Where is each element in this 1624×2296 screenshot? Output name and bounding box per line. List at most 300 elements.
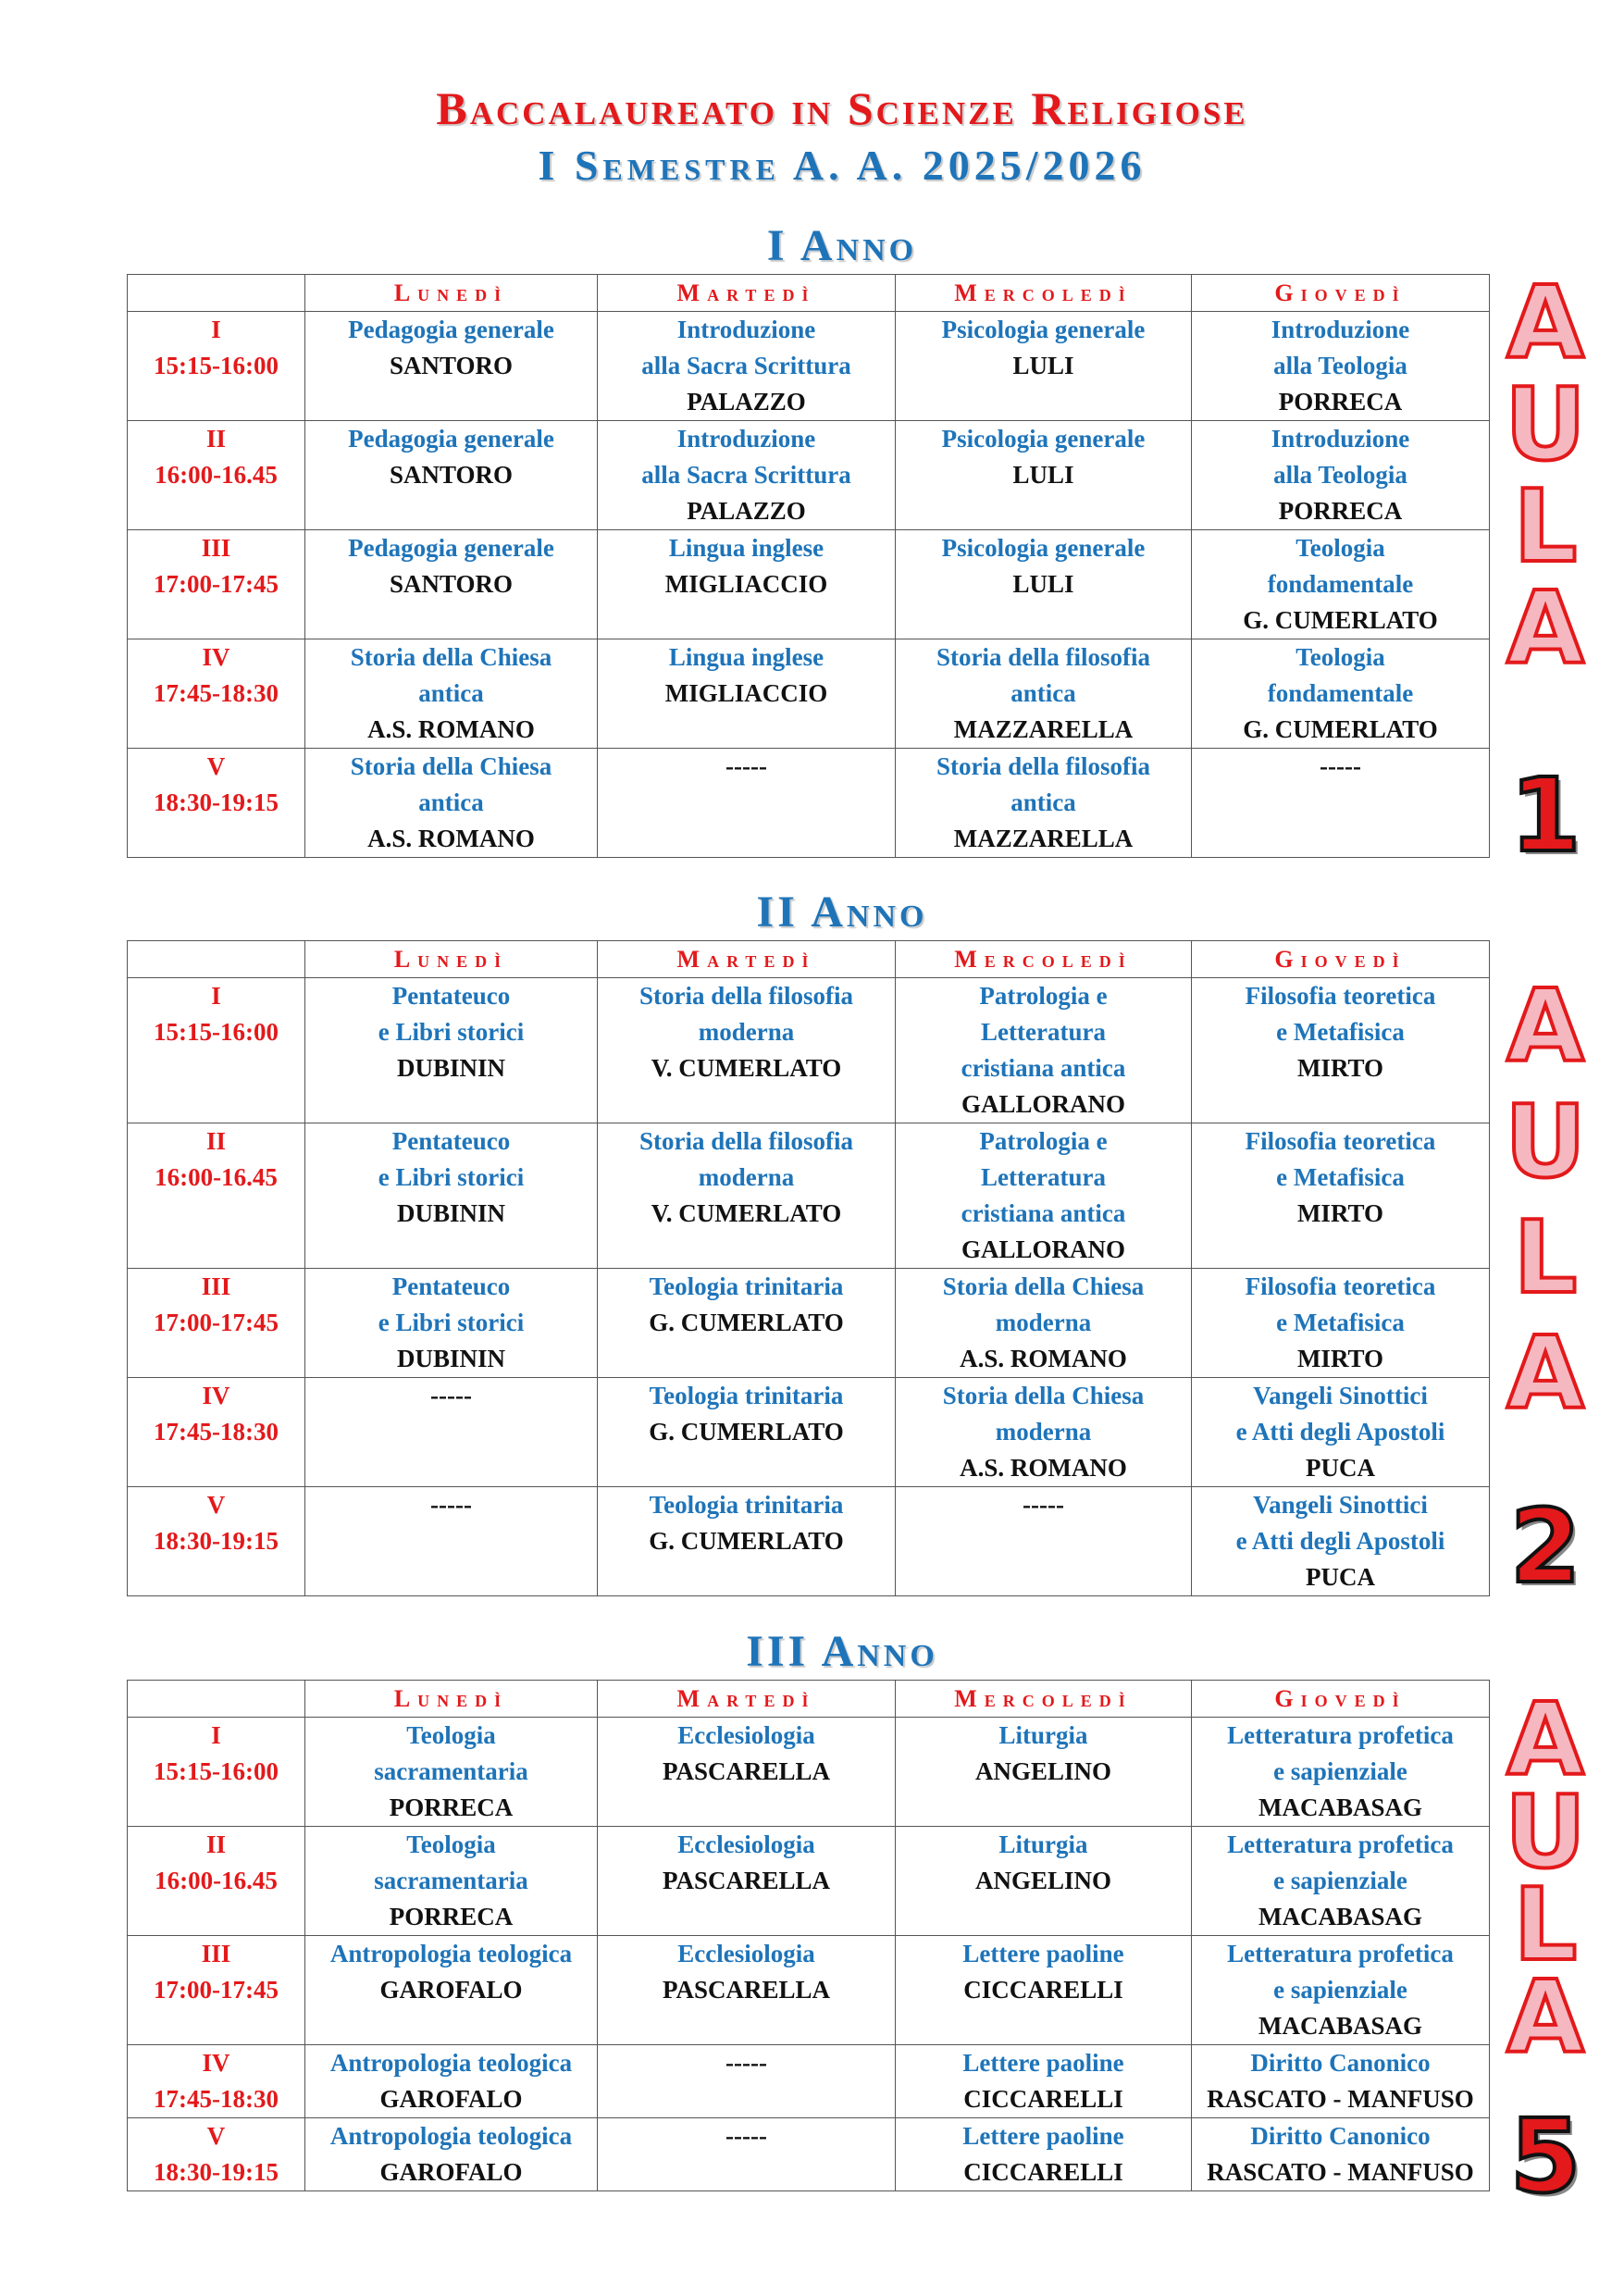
- course-name: e Atti degli Apostoli: [1235, 1418, 1445, 1446]
- course-name: alla Sacra Scrittura: [641, 352, 851, 379]
- time-slot-cell: [128, 1936, 305, 2045]
- aula-letter: A: [1506, 969, 1584, 1085]
- course-name: moderna: [995, 1309, 1092, 1336]
- professor-name: DUBININ: [396, 1345, 506, 1372]
- day-header: Lunedì: [305, 275, 598, 312]
- slot-number: III: [201, 534, 231, 562]
- professor-name: PUCA: [1306, 1454, 1375, 1482]
- course-name: sacramentaria: [374, 1757, 528, 1785]
- anno3-title: III Anno: [746, 1627, 938, 1676]
- course-name: e Metafisica: [1276, 1018, 1405, 1046]
- course-cell: [305, 1269, 598, 1378]
- course-cell: [598, 1123, 896, 1269]
- professor-name: G. CUMERLATO: [649, 1309, 844, 1336]
- course-cell: [1192, 2045, 1490, 2118]
- professor-name: MACABASAG: [1258, 1793, 1422, 1821]
- course-name: sacramentaria: [374, 1867, 528, 1894]
- course-name: Introduzione: [676, 425, 816, 453]
- anno1-title: I Anno: [766, 221, 918, 270]
- slot-number: V: [206, 1491, 226, 1519]
- course-name: moderna: [995, 1418, 1092, 1446]
- course-name: Lettere paoline: [962, 1940, 1124, 1967]
- corner-cell: [128, 941, 305, 978]
- course-name: Filosofia teoretica: [1245, 1272, 1436, 1300]
- professor-name: PORRECA: [1278, 388, 1403, 416]
- day-header: Lunedì: [305, 941, 598, 978]
- empty-slot: -----: [430, 1491, 472, 1519]
- course-cell: [598, 312, 896, 421]
- course-name: Pedagogia generale: [348, 534, 554, 562]
- course-name: Lingua inglese: [668, 534, 824, 562]
- course-name: moderna: [698, 1163, 795, 1191]
- aula-letter: A: [1506, 266, 1584, 381]
- course-name: Ecclesiologia: [677, 1940, 815, 1967]
- time-slot-cell: [128, 978, 305, 1123]
- professor-name: MACABASAG: [1258, 2012, 1422, 2040]
- course-name: antica: [418, 788, 484, 816]
- time-slot-cell: [128, 1123, 305, 1269]
- slot-number: V: [206, 2122, 226, 2150]
- professor-name: ANGELINO: [974, 1867, 1112, 1894]
- professor-name: PORRECA: [389, 1793, 514, 1821]
- professor-name: MACABASAG: [1258, 1903, 1422, 1930]
- aula-letter: A: [1506, 571, 1584, 687]
- professor-name: RASCATO - MANFUSO: [1207, 2085, 1474, 2113]
- course-name: e Libri storici: [378, 1018, 525, 1046]
- course-name: Storia della filosofia: [639, 982, 853, 1010]
- course-cell: [896, 2045, 1192, 2118]
- course-cell: [896, 530, 1192, 639]
- slot-time: 17:45-18:30: [154, 679, 279, 707]
- time-slot-cell: [128, 1378, 305, 1487]
- slot-time: 17:00-17:45: [154, 1976, 279, 2004]
- course-name: e Atti degli Apostoli: [1235, 1527, 1445, 1555]
- course-name: Teologia: [406, 1721, 496, 1749]
- course-name: Storia della Chiesa: [942, 1272, 1145, 1300]
- course-cell: [305, 421, 598, 530]
- table-row: [128, 2045, 1490, 2118]
- course-cell: [896, 1936, 1192, 2045]
- aula-letter: L: [1513, 1200, 1578, 1316]
- professor-name: CICCARELLI: [963, 1976, 1123, 2004]
- slot-number: IV: [202, 643, 230, 671]
- course-name: fondamentale: [1267, 570, 1414, 598]
- professor-name: A.S. ROMANO: [960, 1454, 1127, 1482]
- course-name: Teologia trinitaria: [649, 1272, 844, 1300]
- empty-slot: -----: [1320, 752, 1361, 780]
- course-cell: [598, 749, 896, 858]
- professor-name: G. CUMERLATO: [1243, 606, 1438, 634]
- course-name: cristiana antica: [961, 1199, 1126, 1227]
- course-name: Pentateuco: [391, 1127, 511, 1155]
- course-cell: [598, 530, 896, 639]
- slot-time: 15:15-16:00: [154, 1757, 279, 1785]
- course-name: cristiana antica: [961, 1054, 1126, 1082]
- course-cell: [305, 1378, 598, 1487]
- corner-cell: [128, 275, 305, 312]
- table-row: [128, 2118, 1490, 2191]
- course-name: Letteratura profetica: [1227, 1831, 1454, 1858]
- course-name: Diritto Canonico: [1250, 2049, 1431, 2077]
- professor-name: MIGLIACCIO: [664, 679, 828, 707]
- course-name: e Metafisica: [1276, 1309, 1405, 1336]
- course-name: Psicologia generale: [941, 425, 1146, 453]
- day-header: Giovedì: [1192, 941, 1490, 978]
- slot-time: 17:45-18:30: [154, 2085, 279, 2113]
- course-name: Lettere paoline: [962, 2122, 1124, 2150]
- day-header: Lunedì: [305, 1681, 598, 1718]
- course-cell: [305, 312, 598, 421]
- course-name: Antropologia teologica: [329, 2049, 573, 2077]
- anno2-title: II Anno: [756, 887, 928, 937]
- course-name: Filosofia teoretica: [1245, 1127, 1436, 1155]
- course-name: Introduzione: [676, 316, 816, 343]
- course-cell: [598, 1827, 896, 1936]
- course-cell: [896, 312, 1192, 421]
- course-name: Diritto Canonico: [1250, 2122, 1431, 2150]
- slot-number: II: [205, 1127, 226, 1155]
- professor-name: PALAZZO: [687, 497, 806, 525]
- slot-number: V: [206, 752, 226, 780]
- aula-number: 1: [1509, 756, 1581, 875]
- course-name: Letteratura profetica: [1227, 1940, 1454, 1967]
- table-row: [128, 312, 1490, 421]
- course-cell: [598, 421, 896, 530]
- course-name: Pedagogia generale: [348, 316, 554, 343]
- table-row: [128, 1718, 1490, 1827]
- slot-number: I: [211, 316, 221, 343]
- course-name: e sapienziale: [1273, 1976, 1407, 2004]
- professor-name: MIRTO: [1296, 1199, 1384, 1227]
- aula-letter: U: [1505, 1775, 1586, 1891]
- course-name: Lettere paoline: [962, 2049, 1124, 2077]
- course-cell: [896, 2118, 1192, 2191]
- table-row: [128, 1378, 1490, 1487]
- time-slot-cell: [128, 1718, 305, 1827]
- course-cell: [305, 639, 598, 749]
- course-cell: [305, 749, 598, 858]
- course-cell: [598, 1378, 896, 1487]
- professor-name: MAZZARELLA: [953, 825, 1134, 852]
- course-cell: [1192, 2118, 1490, 2191]
- professor-name: V. CUMERLATO: [651, 1199, 842, 1227]
- course-cell: [598, 1718, 896, 1827]
- course-name: Vangeli Sinottici: [1253, 1491, 1428, 1519]
- course-name: alla Teologia: [1273, 461, 1407, 489]
- slot-number: I: [211, 982, 221, 1010]
- course-cell: [1192, 421, 1490, 530]
- course-name: Pedagogia generale: [348, 425, 554, 453]
- professor-name: LULI: [1012, 461, 1074, 489]
- course-cell: [1192, 1936, 1490, 2045]
- course-cell: [305, 978, 598, 1123]
- course-name: Teologia trinitaria: [649, 1491, 844, 1519]
- course-name: Introduzione: [1271, 425, 1410, 453]
- professor-name: GAROFALO: [379, 2158, 523, 2186]
- professor-name: G. CUMERLATO: [649, 1527, 844, 1555]
- course-cell: [896, 1718, 1192, 1827]
- empty-slot: -----: [430, 1382, 472, 1409]
- course-name: Storia della Chiesa: [942, 1382, 1145, 1409]
- course-name: Vangeli Sinottici: [1253, 1382, 1428, 1409]
- slot-number: IV: [202, 1382, 230, 1409]
- course-name: e sapienziale: [1273, 1757, 1407, 1785]
- course-name: alla Teologia: [1273, 352, 1407, 379]
- professor-name: SANTORO: [389, 570, 514, 598]
- slot-number: II: [205, 425, 226, 453]
- day-header: Martedì: [598, 941, 896, 978]
- day-header: Mercoledì: [896, 275, 1192, 312]
- professor-name: GALLORANO: [961, 1235, 1126, 1263]
- slot-time: 16:00-16.45: [155, 1867, 278, 1894]
- course-name: Psicologia generale: [941, 316, 1146, 343]
- professor-name: A.S. ROMANO: [367, 825, 535, 852]
- table-row: [128, 421, 1490, 530]
- slot-number: I: [211, 1721, 221, 1749]
- aula-number: 2: [1509, 1487, 1581, 1606]
- professor-name: ANGELINO: [974, 1757, 1112, 1785]
- course-name: Teologia: [1295, 643, 1385, 671]
- course-name: antica: [1010, 788, 1076, 816]
- course-name: Storia della filosofia: [936, 752, 1150, 780]
- course-cell: [305, 2045, 598, 2118]
- course-cell: [1192, 1487, 1490, 1596]
- course-cell: [598, 1936, 896, 2045]
- slot-number: IV: [202, 2049, 230, 2077]
- course-name: Psicologia generale: [941, 534, 1146, 562]
- course-name: Letteratura: [981, 1018, 1106, 1046]
- course-name: Ecclesiologia: [677, 1831, 815, 1858]
- course-cell: [305, 2118, 598, 2191]
- course-name: Liturgia: [998, 1721, 1088, 1749]
- professor-name: V. CUMERLATO: [651, 1054, 842, 1082]
- course-cell: [896, 639, 1192, 749]
- course-name: antica: [1010, 679, 1076, 707]
- empty-slot: -----: [1023, 1491, 1064, 1519]
- professor-name: PORRECA: [1278, 497, 1403, 525]
- day-header: Martedì: [598, 1681, 896, 1718]
- course-cell: [305, 1123, 598, 1269]
- course-name: Storia della filosofia: [639, 1127, 853, 1155]
- professor-name: PASCARELLA: [662, 1867, 831, 1894]
- aula-number: 5: [1509, 2097, 1581, 2215]
- professor-name: A.S. ROMANO: [960, 1345, 1127, 1372]
- time-slot-cell: [128, 1269, 305, 1378]
- professor-name: PASCARELLA: [662, 1757, 831, 1785]
- table-row: [128, 1936, 1490, 2045]
- professor-name: G. CUMERLATO: [649, 1418, 844, 1446]
- professor-name: DUBININ: [396, 1199, 506, 1227]
- course-cell: [896, 1378, 1192, 1487]
- slot-time: 17:00-17:45: [154, 570, 279, 598]
- course-name: Letteratura: [981, 1163, 1106, 1191]
- course-cell: [305, 1827, 598, 1936]
- time-slot-cell: [128, 1827, 305, 1936]
- course-name: Introduzione: [1271, 316, 1410, 343]
- course-name: Filosofia teoretica: [1245, 982, 1436, 1010]
- professor-name: CICCARELLI: [963, 2158, 1123, 2186]
- slot-number: III: [201, 1272, 231, 1300]
- course-cell: [598, 2118, 896, 2191]
- course-name: Pentateuco: [391, 982, 511, 1010]
- day-header: Giovedì: [1192, 1681, 1490, 1718]
- course-name: Antropologia teologica: [329, 2122, 573, 2150]
- semester-subtitle: I Semestre A. A. 2025/2026: [538, 142, 1147, 189]
- course-name: Ecclesiologia: [677, 1721, 815, 1749]
- empty-slot: -----: [725, 2049, 767, 2077]
- course-cell: [1192, 1378, 1490, 1487]
- table-row: [128, 1123, 1490, 1269]
- slot-time: 16:00-16.45: [155, 461, 278, 489]
- aula-letter: A: [1506, 1960, 1584, 2076]
- course-cell: [1192, 639, 1490, 749]
- course-name: Teologia trinitaria: [649, 1382, 844, 1409]
- slot-time: 17:45-18:30: [154, 1418, 279, 1446]
- professor-name: PASCARELLA: [662, 1976, 831, 2004]
- course-cell: [896, 978, 1192, 1123]
- professor-name: LULI: [1012, 352, 1074, 379]
- time-slot-cell: [128, 312, 305, 421]
- course-name: Liturgia: [998, 1831, 1088, 1858]
- slot-time: 18:30-19:15: [154, 1527, 279, 1555]
- slot-time: 18:30-19:15: [154, 788, 279, 816]
- course-cell: [305, 1718, 598, 1827]
- course-cell: [896, 1123, 1192, 1269]
- course-cell: [1192, 1827, 1490, 1936]
- table-row: [128, 1827, 1490, 1936]
- course-cell: [896, 421, 1192, 530]
- course-name: Storia della Chiesa: [350, 643, 552, 671]
- course-name: Antropologia teologica: [329, 1940, 573, 1967]
- course-cell: [1192, 312, 1490, 421]
- course-name: Storia della filosofia: [936, 643, 1150, 671]
- anno2-schedule-table: [127, 940, 1490, 1596]
- day-header: Mercoledì: [896, 1681, 1192, 1718]
- table-row: [128, 749, 1490, 858]
- course-cell: [1192, 1718, 1490, 1827]
- anno3-schedule-table: [127, 1680, 1490, 2191]
- professor-name: A.S. ROMANO: [367, 715, 535, 743]
- professor-name: GALLORANO: [961, 1090, 1126, 1118]
- course-name: e Libri storici: [378, 1309, 525, 1336]
- slot-time: 16:00-16.45: [155, 1163, 278, 1191]
- professor-name: CICCARELLI: [963, 2085, 1123, 2113]
- course-cell: [1192, 749, 1490, 858]
- course-name: Pentateuco: [391, 1272, 511, 1300]
- time-slot-cell: [128, 639, 305, 749]
- day-header: Giovedì: [1192, 275, 1490, 312]
- course-cell: [896, 749, 1192, 858]
- professor-name: G. CUMERLATO: [1243, 715, 1438, 743]
- aula-letter: L: [1513, 1868, 1578, 1983]
- course-cell: [305, 530, 598, 639]
- table-row: [128, 978, 1490, 1123]
- professor-name: LULI: [1012, 570, 1074, 598]
- table-row: [128, 1487, 1490, 1596]
- course-name: e sapienziale: [1273, 1867, 1407, 1894]
- table-row: [128, 639, 1490, 749]
- professor-name: PUCA: [1306, 1563, 1375, 1591]
- professor-name: SANTORO: [389, 461, 514, 489]
- course-cell: [598, 2045, 896, 2118]
- time-slot-cell: [128, 2118, 305, 2191]
- course-cell: [896, 1269, 1192, 1378]
- slot-number: III: [201, 1940, 231, 1967]
- slot-number: II: [205, 1831, 226, 1858]
- time-slot-cell: [128, 421, 305, 530]
- professor-name: MIRTO: [1296, 1345, 1384, 1372]
- professor-name: GAROFALO: [379, 1976, 523, 2004]
- professor-name: MAZZARELLA: [953, 715, 1134, 743]
- course-cell: [598, 639, 896, 749]
- time-slot-cell: [128, 2045, 305, 2118]
- course-cell: [1192, 530, 1490, 639]
- day-header: Mercoledì: [896, 941, 1192, 978]
- slot-time: 15:15-16:00: [154, 1018, 279, 1046]
- course-cell: [598, 1269, 896, 1378]
- professor-name: PALAZZO: [687, 388, 806, 416]
- table-row: [128, 530, 1490, 639]
- course-cell: [598, 1487, 896, 1596]
- slot-time: 18:30-19:15: [154, 2158, 279, 2186]
- aula-letter: U: [1505, 367, 1586, 483]
- course-name: Teologia: [406, 1831, 496, 1858]
- slot-time: 17:00-17:45: [154, 1309, 279, 1336]
- time-slot-cell: [128, 1487, 305, 1596]
- course-name: Storia della Chiesa: [350, 752, 552, 780]
- course-cell: [1192, 1123, 1490, 1269]
- aula-letter: U: [1505, 1085, 1586, 1200]
- course-name: Teologia: [1295, 534, 1385, 562]
- document-title: Baccalaureato in Scienze Religiose: [436, 82, 1248, 134]
- day-header: Martedì: [598, 275, 896, 312]
- professor-name: GAROFALO: [379, 2085, 523, 2113]
- aula-letter: A: [1506, 1682, 1584, 1798]
- professor-name: MIGLIACCIO: [664, 570, 828, 598]
- course-name: Patrologia e: [979, 982, 1108, 1010]
- course-name: Patrologia e: [979, 1127, 1108, 1155]
- professor-name: PORRECA: [389, 1903, 514, 1930]
- course-name: fondamentale: [1267, 679, 1414, 707]
- anno1-schedule-table: [127, 274, 1490, 858]
- aula-letter: L: [1513, 469, 1578, 585]
- course-cell: [896, 1827, 1192, 1936]
- aula-letter: A: [1506, 1316, 1584, 1432]
- course-name: moderna: [698, 1018, 795, 1046]
- time-slot-cell: [128, 749, 305, 858]
- professor-name: RASCATO - MANFUSO: [1207, 2158, 1474, 2186]
- course-cell: [598, 978, 896, 1123]
- course-name: e Metafisica: [1276, 1163, 1405, 1191]
- course-cell: [305, 1487, 598, 1596]
- course-name: alla Sacra Scrittura: [641, 461, 851, 489]
- empty-slot: -----: [725, 2122, 767, 2150]
- professor-name: SANTORO: [389, 352, 514, 379]
- professor-name: MIRTO: [1296, 1054, 1384, 1082]
- course-cell: [1192, 978, 1490, 1123]
- course-cell: [896, 1487, 1192, 1596]
- empty-slot: -----: [725, 752, 767, 780]
- professor-name: DUBININ: [396, 1054, 506, 1082]
- corner-cell: [128, 1681, 305, 1718]
- course-name: e Libri storici: [378, 1163, 525, 1191]
- course-cell: [1192, 1269, 1490, 1378]
- course-name: Lingua inglese: [668, 643, 824, 671]
- table-row: [128, 1269, 1490, 1378]
- course-name: antica: [418, 679, 484, 707]
- course-cell: [305, 1936, 598, 2045]
- slot-time: 15:15-16:00: [154, 352, 279, 379]
